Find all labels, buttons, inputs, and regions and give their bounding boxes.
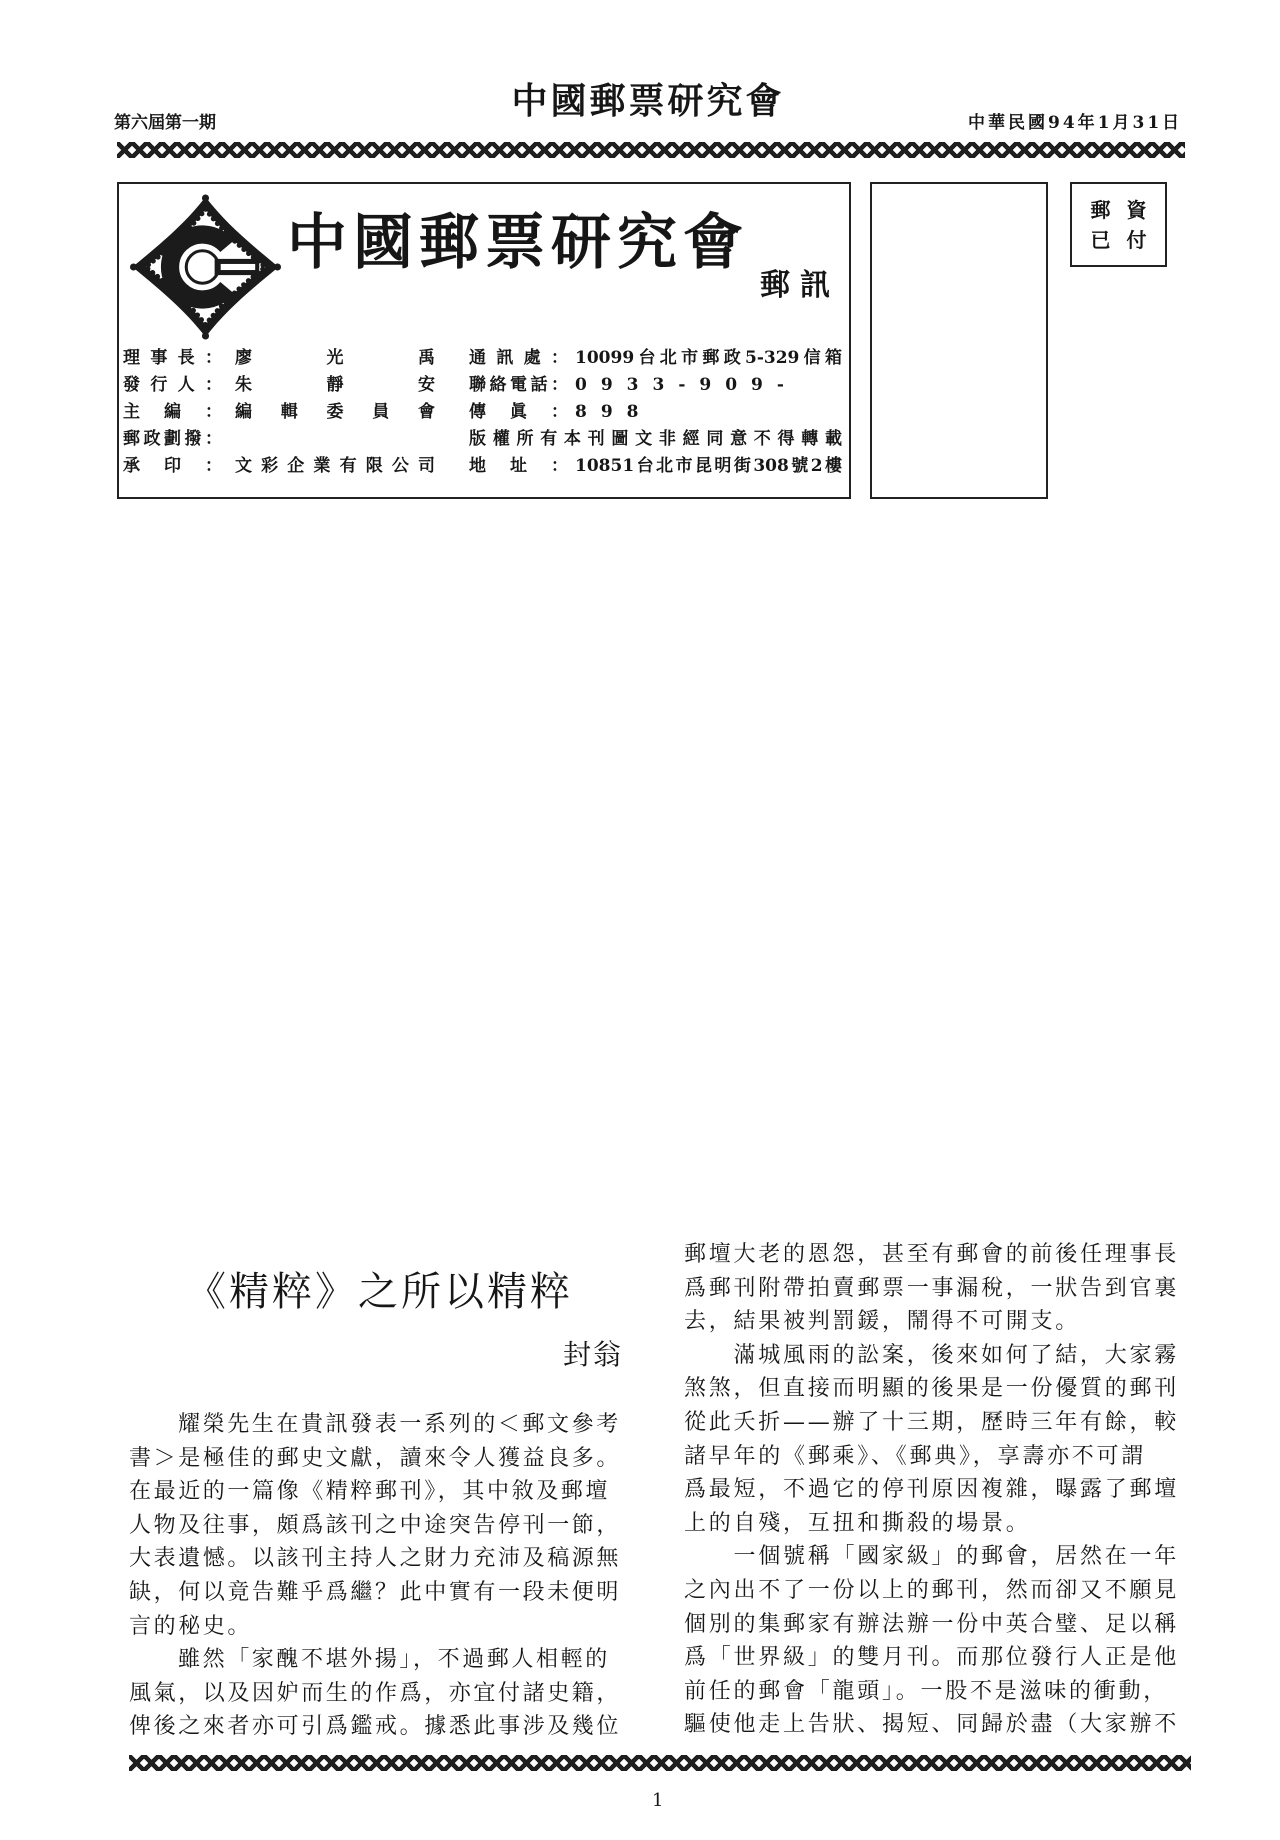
info-label-publisher: 發行人： [123,375,222,395]
emblem-center [186,251,218,283]
info-label-postal-account: 郵政劃撥： [123,429,222,449]
article-line: 爲「世界級」的雙月刊。而那位發行人正是他 [684,1645,1180,1671]
article-line: 驅使他走上告狀、揭短、同歸於盡（大家辦不 [684,1712,1180,1738]
info-row [123,345,845,372]
society-name-header: 中國郵票研究會 [511,80,785,122]
article-line: 缺，何以竟告難乎爲繼？此中實有一段未便明 [129,1579,622,1605]
article-line: 書＞是極佳的郵史文獻，讀來令人獲益良多。 [129,1445,622,1471]
postage-line-1: 郵資 [1090,198,1163,222]
info-value-editor: 編輯委員會 [235,402,435,422]
emblem-tip-left [130,263,137,270]
article-line: 郵壇大老的恩怨，甚至有郵會的前後任理事長 [684,1242,1180,1267]
info-copyright-notice: 版權所有本刊圖文非經同意不得轉載 [469,429,842,449]
article-line: 之內出不了一份以上的郵刊，然而卻又不願見 [684,1577,1180,1603]
issue-date: 中華民國94年1月31日 [968,113,1183,133]
info-label-mailing: 通訊處： [469,348,568,368]
article-paragraph [129,1643,629,1744]
emblem-tip-bottom [202,332,209,339]
info-label-editor: 主編： [123,402,222,422]
emblem-tip-top [202,195,209,202]
article-author: 封翁 [563,1338,624,1371]
emblem-tip-right [274,263,281,270]
mailing-label-box [870,182,1048,499]
masthead-info [123,345,845,480]
article-line: 爲最短，不過它的停刊原因複雜，曝露了郵壇 [684,1477,1180,1503]
article-line: 滿城風雨的訟案，後來如何了結，大家霧 [733,1342,1180,1368]
decorative-border-bottom [129,1755,1191,1771]
page-number: 1 [652,1790,664,1811]
article-title: 《精粹》之所以精粹 [186,1269,573,1315]
article-line: 人物及往事，頗爲該刊之中途突告停刊一節， [129,1512,622,1538]
info-label-printer: 承印： [123,456,222,476]
masthead-box [117,182,851,499]
article-line: 在最近的一篇像《精粹郵刊》，其中敘及郵壇 [129,1479,611,1505]
info-label-address: 地址： [469,456,568,476]
emblem-bar-slit [221,264,255,270]
article-paragraph [684,1238,1184,1339]
info-label-fax: 傳眞： [469,402,568,422]
article-line: 諸早年的《郵乘》、《郵典》，享壽亦不可謂 [684,1443,1147,1469]
info-value-fax-empty [575,399,842,426]
decorative-border-top [117,142,1185,158]
article-column-left [129,1408,629,1744]
info-row [123,453,845,480]
article-column-right [684,1238,1184,1742]
info-label-phone: 聯絡電話： [469,375,568,395]
postage-line-2: 已付 [1090,228,1163,252]
info-row [123,399,845,426]
postage-paid-box [1070,182,1167,267]
article-line: 爲郵刊附帶拍賣郵票一事漏稅，一狀告到官裏 [684,1275,1180,1301]
info-row [123,426,845,453]
issue-number: 第六屆第一期 [114,113,216,133]
article-line: 個別的集郵家有辦法辦一份中英合璧、足以稱 [684,1611,1180,1637]
info-value-address: 10851台北市昆明街308號2樓 [575,456,842,476]
article-line: 雖然「家醜不堪外揚」，不過郵人相輕的 [178,1647,610,1673]
article-line: 言的秘史。 [129,1613,253,1639]
masthead-title: 中國郵票研究會 [287,208,749,278]
info-value-chairman: 廖光禹 [235,348,435,368]
article-line: 去，結果被判罰鍰，鬧得不可開支。 [684,1309,1081,1335]
article-line: 一個號稱「國家級」的郵會，居然在一年 [733,1544,1180,1570]
info-value-phone: 0933-909-898 [575,375,798,422]
article-line: 前任的郵會「龍頭」。一股不是滋味的衝動， [684,1678,1169,1704]
article-line: 煞煞，但直接而明顯的後果是一份優質的郵刊 [684,1376,1180,1402]
info-value-publisher: 朱靜安 [235,375,435,395]
article-paragraph [684,1339,1184,1541]
article-line: 上的自殘，互扭和撕殺的場景。 [684,1510,1031,1536]
info-value-postal-account-empty [235,426,435,453]
article-line: 俾後之來者亦可引爲鑑戒。據悉此事涉及幾位 [129,1714,622,1740]
article-line: 耀榮先生在貴訊發表一系列的＜郵文參考 [178,1412,621,1437]
info-value-mailing: 10099台北市郵政5-329信箱 [575,348,842,368]
masthead-subtitle: 郵訊 [760,268,840,303]
stamp-emblem-icon [129,194,282,340]
info-value-printer: 文彩企業有限公司 [235,456,435,476]
article-paragraph [129,1408,629,1643]
article-line: 風氣，以及因妒而生的作爲，亦宜付諸史籍， [129,1680,622,1706]
article-line: 大表遺憾。以該刊主持人之財力充沛及稿源無 [129,1546,622,1572]
article-paragraph [684,1540,1184,1742]
article-line: 從此夭折——辦了十三期，歷時三年有餘，較 [684,1409,1180,1435]
info-label-chairman: 理事長： [123,348,222,368]
